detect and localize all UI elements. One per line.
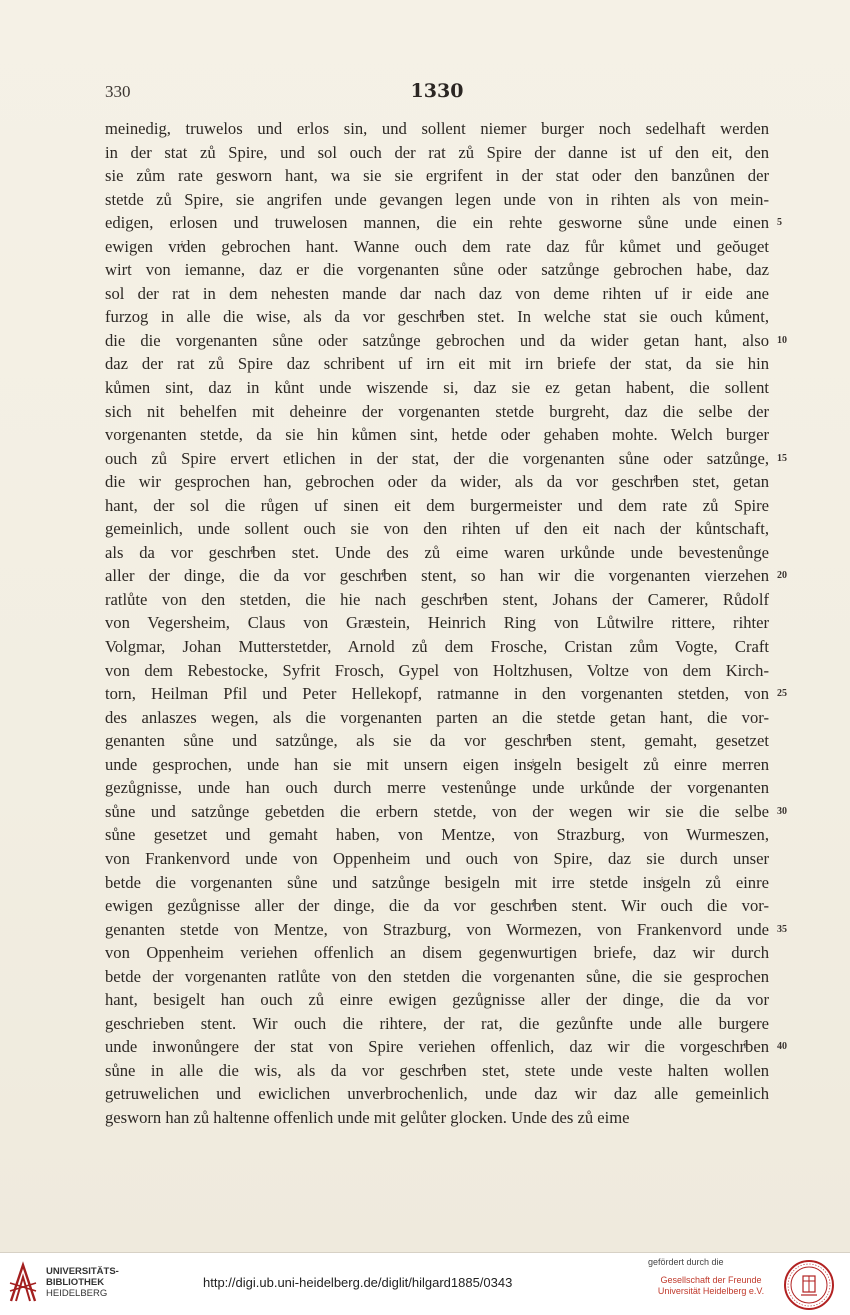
line-number-marker: 10 [777,334,787,346]
text-line: von dem Rebestocke, Syfrit Frosch, Gypel von Holtzhusen, Voltze von dem Kirch- [105,660,769,680]
document-body [105,117,787,1130]
viewer-footer [0,1252,850,1315]
text-line: torn, Heilman Pfil und Peter Hellekopf, ratmanne in den vorgenanten stetden, von [105,684,769,704]
sponsor-name-line: Gesellschaft der Freunde [660,1275,762,1285]
text-line: ewigen vrͥden gebrochen hant. Wanne ouch dem rate daz fůr kůmet und geŏuget [105,236,769,256]
text-line: betde der vorgenanten ratlůte von den stetden die vorgenanten sůne, die sie gesprochen [105,966,769,986]
text-line: sůne und satzůnge gebetden die erbern stetde, von der wegen wir sie die selbe [105,801,769,821]
text-line: daz der rat zů Spire daz schribent uf irn eit mit irn briefe der stat, da sie hin [105,354,769,374]
text-line: edigen, erlosen und truwelosen mannen, die ein rehte gesworne sůne unde einen [105,213,769,233]
text-line: sol der rat in dem nehesten mande dar nach daz von deme rihten uf ir eide ane [105,283,769,303]
text-line: kůmen sint, daz in kůnt unde wiszende si, daz sie ez getan habent, die sollent [105,378,769,398]
text-line: sůne gesetzet und gemaht haben, von Mentze, von Strazburg, von Wurmeszen, [105,825,769,845]
text-line: furzog in alle die wise, als da vor geschrͥben stet. In welche stat sie ouch kůment, [105,307,769,327]
text-line: getruwelichen und ewiclichen unverbrochenlich, unde daz wir daz alle gemeinlich [105,1084,769,1104]
text-line: ewigen gezůgnisse aller der dinge, die da vor geschrͥben stent. Wir ouch die vor- [105,896,769,916]
text-line: meinedig, truwelos und erlos sin, und sollent niemer burger noch sedelhaft werden [105,119,769,138]
text-line: stetde zů Spire, sie angrifen unde gevangen legen unde von in rihten als von mein- [105,189,769,209]
line-number-marker: 40 [777,1041,787,1053]
text-line: vorgenanten stetde, da sie hin kůmen sint, hetde oder gehaben mohte. Welch burger [105,425,769,445]
text-line: sich nit behelfen mit deheinre der vorgenanten stetde burgreht, daz die selbe der [105,401,769,421]
text-line: von Oppenheim veriehen offenlich an disem gegenwurtigen briefe, daz wir durch [105,943,769,963]
line-number-marker: 35 [777,923,787,935]
text-line: sie zům rate gesworn hant, wa sie sie ergrifent in der stat oder den banzůnen der [105,166,769,186]
line-number-marker: 30 [777,805,787,817]
text-line: von Vegersheim, Claus von Græstein, Heinrich Ring von Lůtwilre rittere, rihter [105,613,769,633]
library-name-line: HEIDELBERG [46,1288,108,1299]
page-header [105,78,769,108]
text-line: aller der dinge, die da vor geschrͥben stent, so han wir die vorgenanten vierzehen [105,566,769,586]
text-line: Volgmar, Johan Mutterstetder, Arnold zů dem Frosche, Cristan zům Vogte, Craft [105,637,769,657]
permalink-url[interactable]: http://digi.ub.uni-heidelberg.de/diglit/hilgard1885/0343 [203,1275,513,1290]
university-seal-icon [783,1259,835,1311]
text-line: sůne in alle die wis, als da vor geschrͥben stet, stete unde veste halten wollen [105,1060,769,1080]
text-line: ouch zů Spire ervert etlichen in der stat, der die vorgenanten sůne oder satzůnge, [105,448,769,468]
library-logo-icon[interactable] [8,1261,38,1305]
text-line: die die vorgenanten sůne oder satzůnge gebrochen und da wider getan hant, also [105,330,769,350]
page-number: 330 [105,82,131,101]
text-line: als da vor geschrͥben stet. Unde des zů eime waren urkůnde unde bevestenůnge [105,542,769,562]
sponsor-name-line: Universität Heidelberg e.V. [657,1286,765,1296]
text-line: genanten stetde von Mentze, von Strazburg, von Wormezen, von Frankenvord unde [105,919,769,939]
text-line: hant, besigelt han ouch zů einre ewigen gezůgnisse aller der dinge, die da vor [105,990,769,1010]
text-line: geschrieben stent. Wir ouch die rihtere, der rat, die gezůnfte unde alle burgere [105,1013,769,1033]
library-name [46,1266,119,1299]
text-line: von Frankenvord unde von Oppenheim und ouch von Spire, daz sie durch unser [105,848,769,868]
text-line: unde gesprochen, unde han sie mit unsern eigen insͥgeln besigelt zů einre merren [105,754,769,774]
text-line: wirt von iemanne, daz er die vorgenanten sůne oder satzůnge gebrochen habe, daz [105,260,769,280]
sponsor-label: gefördert durch die [648,1257,724,1267]
sponsor-name[interactable] [652,1275,770,1297]
text-line: des anlaszes wegen, als die vorgenanten parten an die stetde getan hant, die vor- [105,707,769,727]
text-line: betde die vorgenanten sůne und satzůnge besigeln mit irre stetde insͥgeln zů einre [105,872,769,892]
text-line: genanten sůne und satzůnge, als sie da vor geschrͥben stent, gemaht, gesetzet [105,731,769,751]
text-line: gemeinlich, unde sollent ouch sie von den rihten uf den eit nach der kůntschaft, [105,519,769,539]
line-number-marker: 5 [777,217,782,229]
line-number-marker: 20 [777,570,787,582]
line-number-marker: 15 [777,452,787,464]
text-line: gesworn han zů haltenne offenlich unde mit gelůter glocken. Unde des zů eime [105,1107,630,1127]
text-line: hant, der sol die růgen uf sinen eit dem burgermeister und dem rate zů Spire [105,495,769,515]
text-line: in der stat zů Spire, und sol ouch der rat zů Spire der danne ist uf den eit, den [105,142,769,162]
text-line: gezůgnisse, unde han ouch durch merre vestenůnge unde urkůnde der vorgenanten [105,778,769,798]
line-number-marker: 25 [777,688,787,700]
text-line: ratlůte von den stetden, die hie nach geschrͥben stent, Johans der Camerer, Růdolf [105,589,769,609]
library-name-line: UNIVERSITÄTS- [46,1266,119,1277]
library-name-line: BIBLIOTHEK [46,1277,105,1288]
text-line: die wir gesprochen han, gebrochen oder da wider, als da vor geschrͥben stet, getan [105,472,769,492]
document-number: 1330 [410,80,464,102]
text-line: unde inwonůngere der stat von Spire veriehen offenlich, daz wir die vorgeschrͥben [105,1037,769,1057]
